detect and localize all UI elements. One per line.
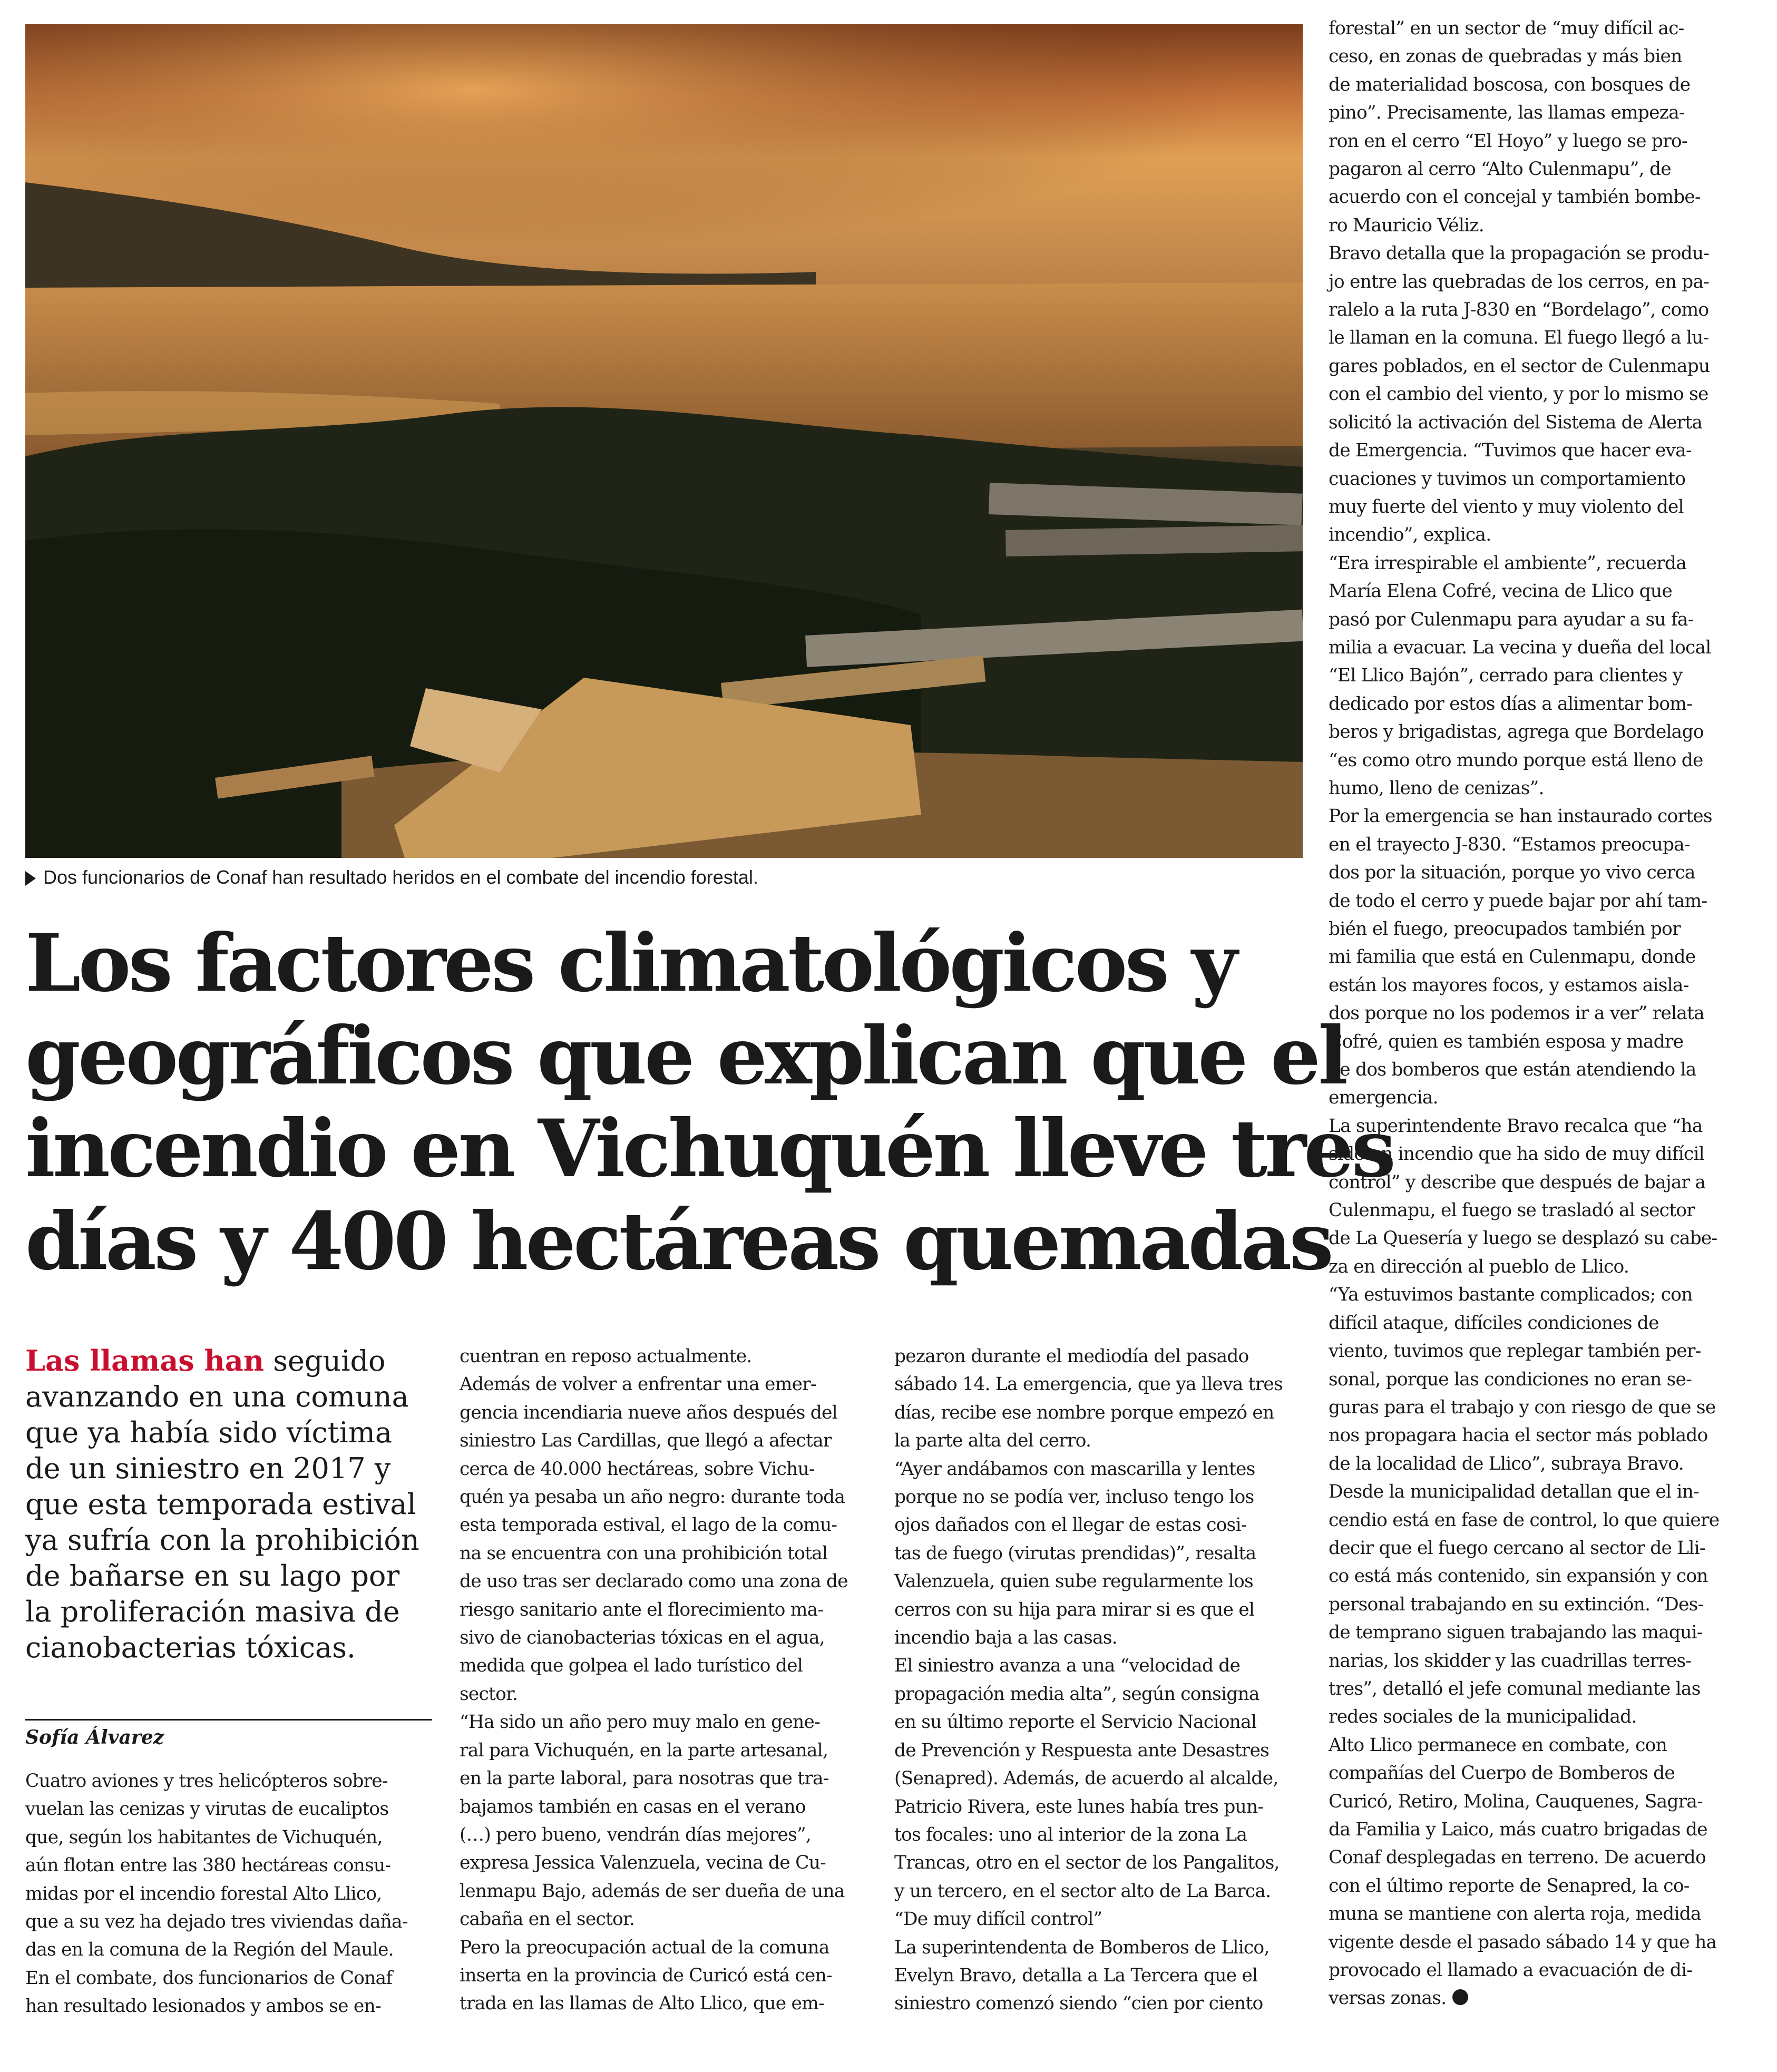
body-text-line: “Ya estuvimos bastante complicados; con [1329,1284,1693,1306]
body-text-line: bajamos también en casas en el verano [460,1796,806,1817]
body-text-line: tres”, detalló el jefe comunal mediante las [1329,1678,1701,1699]
body-text-line: beros y brigadistas, agrega que Bordelago [1329,721,1704,743]
body-text-line: (…) pero bueno, vendrán días mejores”, [460,1824,811,1845]
lead-line [25,1343,442,1379]
body-text-line: de materialidad boscosa, con bosques de [1329,74,1691,95]
body-text-line: Alto Llico permanece en combate, con [1329,1734,1667,1756]
body-text-line: con el último reporte de Senapred, la co- [1329,1875,1690,1897]
end-of-article-dot-icon [1452,1989,1468,2005]
body-text-line: siniestro Las Cardillas, que llegó a afectar [460,1430,832,1452]
body-text-line: que a su vez ha dejado tres viviendas daña- [25,1911,408,1933]
body-text-line: en el trayecto J-830. “Estamos preocupa- [1329,834,1690,855]
body-text-line: cabaña en el sector. [460,1909,635,1930]
body-text-line: provocado el llamado a evacuación de di- [1329,1960,1693,1981]
body-text-line: Valenzuela, quien sube regularmente los [894,1571,1253,1592]
body-text-line: de Emergencia. “Tuvimos que hacer eva- [1329,440,1692,462]
body-text-line: de dos bomberos que están atendiendo la [1329,1059,1696,1081]
body-text-line: personal trabajando en su extinción. “Des- [1329,1594,1704,1615]
body-text-line: forestal” en un sector de “muy difícil ac- [1329,18,1684,39]
body-text-line: en la parte laboral, para nosotras que tra- [460,1768,829,1790]
body-text-line: milia a evacuar. La vecina y dueña del local [1329,637,1711,658]
body-text-line: de todo el cerro y puede bajar por ahí tam- [1329,890,1707,912]
body-text-line: viento, tuvimos que replegar también per- [1329,1341,1701,1362]
body-text-line: das en la comuna de la Región del Maule. [25,1939,394,1961]
body-text-line: muna se mantiene con alerta roja, medida [1329,1903,1701,1925]
lead-first-line-rest: seguido [273,1344,386,1377]
body-text-line: gencia incendiaria nueve años después del [460,1402,837,1423]
article-photo [25,24,1303,858]
body-text-line: difícil ataque, difíciles condiciones de [1329,1312,1659,1334]
body-column-2 [460,1343,848,2018]
body-text-line: ceso, en zonas de quebradas y más bien [1329,46,1682,67]
body-text-line: esta temporada estival, el lago de la comu- [460,1514,837,1536]
body-text-line: narias, los skidder y las cuadrillas terres- [1329,1650,1692,1672]
body-text-line: están los mayores focos, y estamos aisla- [1329,974,1689,996]
body-text-line: con el cambio del viento, y por lo mismo se [1329,384,1708,405]
body-text-line: dedicado por estos días a alimentar bom- [1329,693,1693,715]
body-text-line: “El Llico Bajón”, cerrado para clientes y [1329,665,1683,687]
body-text-line: ralelo a la ruta J-830 en “Bordelago”, como [1329,299,1709,321]
body-column-1 [25,1767,408,2021]
body-text-line: midas por el incendio forestal Alto Llico, [25,1883,382,1904]
body-text-line: Cofré, quien es también esposa y madre [1329,1031,1684,1052]
lead-line: la proliferación masiva de [25,1595,400,1628]
lead-line: ya sufría con la prohibición [25,1523,419,1557]
body-text-line: nos propagara hacia el sector más poblado [1329,1425,1708,1447]
body-text-line: Conaf desplegadas en terreno. De acuerdo [1329,1847,1706,1869]
body-text-line: en su último reporte el Servicio Nacional [894,1712,1257,1733]
body-text-line: pezaron durante el mediodía del pasado [894,1346,1249,1367]
body-text-line: Bravo detalla que la propagación se produ- [1329,243,1710,265]
body-text-line: versas zonas. [1329,1985,1719,2012]
body-text-line: vigente desde el pasado sábado 14 y que ha [1329,1931,1717,1953]
body-text-line: “Ha sido un año pero muy malo en gene- [460,1712,820,1733]
body-text-line: redes sociales de la municipalidad. [1329,1706,1637,1728]
headline-line: incendio en Vichuquén lleve tres [25,1102,1393,1195]
body-text-line: inserta en la provincia de Curicó está cen- [460,1965,832,1986]
body-text-line: gares poblados, en el sector de Culenmapu [1329,355,1710,377]
body-text-line: cerros con su hija para mirar si es que el [894,1599,1255,1620]
body-text-line: de Prevención y Respuesta ante Desastres [894,1739,1269,1761]
body-text-line: “Ayer andábamos con mascarilla y lentes [894,1458,1255,1480]
body-text-line: za en dirección al pueblo de Llico. [1329,1256,1629,1277]
body-text-line: Pero la preocupación actual de la comuna [460,1937,829,1958]
body-text-line: sábado 14. La emergencia, que ya lleva tres [894,1374,1283,1395]
body-column-4 [1329,15,1719,2013]
body-text-line: (Senapred). Además, de acuerdo al alcalde, [894,1768,1278,1790]
body-text-line: cendio está en fase de control, lo que quiere [1329,1509,1720,1531]
photo-caption [25,864,1303,891]
body-text-line: Además de volver a enfrentar una emer- [460,1374,816,1395]
headline-line: días y 400 hectáreas quemadas [25,1195,1331,1288]
body-text-line: propagación media alta”, según consigna [894,1683,1259,1705]
body-text-line: expresa Jessica Valenzuela, vecina de Cu- [460,1852,826,1874]
lead-line: que esta temporada estival [25,1488,416,1521]
body-text-line: aún flotan entre las 380 hectáreas consu- [25,1855,391,1876]
body-text-line: “es como otro mundo porque está lleno de [1329,749,1703,771]
body-text-line: da Familia y Laico, más cuatro brigadas de [1329,1819,1707,1840]
body-text-line: la parte alta del cerro. [894,1430,1091,1452]
body-text-line: cuaciones y tuvimos un comportamiento [1329,468,1686,490]
body-text-line: “Era irrespirable el ambiente”, recuerda [1329,552,1686,574]
photo-caption-text: Dos funcionarios de Conaf han resultado heridos en el combate del incendio forestal. [43,866,758,888]
body-text-line: han resultado lesionados y ambos se en- [25,1996,381,2017]
article-lead [25,1343,442,1666]
body-text-line: Curicó, Retiro, Molina, Cauquenes, Sagra- [1329,1791,1703,1812]
body-text-line: y un tercero, en el sector alto de La Barca. [894,1880,1271,1902]
body-text-line: de la localidad de Llico”, subraya Bravo. [1329,1453,1684,1474]
body-text-line: lenmapu Bajo, además de ser dueña de una [460,1880,845,1902]
body-text-line: de temprano siguen trabajando las maqui- [1329,1622,1703,1644]
body-text-line: trada en las llamas de Alto Llico, que em- [460,1993,824,2015]
body-text-line: incendio baja a las casas. [894,1627,1117,1649]
fire-landscape-illustration [25,24,1303,858]
body-text-line: Desde la municipalidad detallan que el in- [1329,1481,1699,1503]
body-text-line: pino”. Precisamente, las llamas empeza- [1329,102,1685,124]
body-text-line: “De muy difícil control” [894,1909,1102,1930]
body-text-line: Evelyn Bravo, detalla a La Tercera que el [894,1965,1258,1986]
body-text-line: ojos dañados con el llegar de estas cosi- [894,1514,1247,1536]
headline-line: geográficos que explican que el [25,1010,1346,1102]
body-text-line: ro Mauricio Véliz. [1329,214,1484,236]
body-text-line: Trancas, otro en el sector de los Pangalitos, [894,1852,1280,1874]
body-text-line: bién el fuego, preocupados también por [1329,918,1681,940]
body-text-line: medida que golpea el lado turístico del [460,1655,803,1677]
body-column-3 [894,1343,1283,2018]
body-text-line: sido un incendio que ha sido de muy difícil [1329,1143,1704,1165]
body-text-line: le llaman en la comuna. El fuego llegó a lu- [1329,327,1709,349]
body-text-line: control” y describe que después de bajar a [1329,1171,1706,1193]
body-text-line: mi familia que está en Culenmapu, donde [1329,946,1696,968]
body-text-line: guras para el trabajo y con riesgo de que se [1329,1396,1716,1418]
body-text-line: quén ya pesaba un año negro: durante toda [460,1487,845,1508]
body-text-line: siniestro comenzó siendo “cien por ciento [894,1993,1263,2015]
body-text-line: Cuatro aviones y tres helicópteros sobre- [25,1771,388,1792]
body-text-line: pagaron al cerro “Alto Culenmapu”, de [1329,159,1671,180]
body-text-line: La superintendenta de Bomberos de Llico, [894,1937,1270,1958]
body-text-line: La superintendente Bravo recalca que “ha [1329,1115,1703,1137]
author-byline: Sofía Álvarez [25,1726,164,1748]
lead-line: de bañarse en su lago por [25,1559,400,1592]
caption-arrow-icon [25,871,36,886]
body-text-line: de La Quesería y luego se desplazó su cabe- [1329,1228,1717,1249]
headline-line: Los factores climatológicos y [25,917,1235,1010]
body-text-line: co está más contenido, sin expansión y con [1329,1566,1708,1587]
body-text-line: acuerdo con el concejal y también bombe- [1329,187,1701,208]
body-text-line: vuelan las cenizas y virutas de eucaliptos [25,1799,389,1820]
body-text-line: porque no se podía ver, incluso tengo los [894,1487,1254,1508]
body-text-line: ron en el cerro “El Hoyo” y luego se pro- [1329,130,1687,152]
body-text-line: Culenmapu, el fuego se trasladó al sector [1329,1200,1695,1221]
body-text-line: riesgo sanitario ante el florecimiento ma- [460,1599,824,1620]
body-text-line: dos por la situación, porque yo vivo cerca [1329,862,1695,884]
body-text-line: humo, lleno de cenizas”. [1329,777,1544,799]
body-text-line: decir que el fuego cercano al sector de Lli- [1329,1537,1705,1559]
body-text-line: dos porque no los podemos ir a ver” relata [1329,1003,1704,1024]
body-text-line: María Elena Cofré, vecina de Llico que [1329,581,1672,602]
body-text-line: compañías del Cuerpo de Bomberos de [1329,1763,1675,1784]
body-text-line: En el combate, dos funcionarios de Conaf [25,1967,393,1989]
body-text-line: tos focales: uno al interior de la zona La [894,1824,1247,1845]
body-text-line: incendio”, explica. [1329,524,1491,546]
body-text-line: Patricio Rivera, este lunes había tres pun- [894,1796,1264,1817]
body-text-line: jo entre las quebradas de los cerros, en pa- [1329,271,1710,292]
body-text-line: que, según los habitantes de Vichuquén, [25,1826,383,1848]
body-text-line: sonal, porque las condiciones no eran se- [1329,1369,1692,1390]
body-text-line: El siniestro avanza a una “velocidad de [894,1655,1241,1677]
body-text-line: cerca de 40.000 hectáreas, sobre Vichu- [460,1458,815,1480]
lead-highlight: Las llamas han [25,1344,265,1377]
body-text-line: muy fuerte del viento y muy violento del [1329,496,1684,517]
body-text-line: sector. [460,1683,518,1705]
body-text-line: emergencia. [1329,1087,1438,1109]
body-text-line: na se encuentra con una prohibición total [460,1542,828,1564]
body-text-line: cuentran en reposo actualmente. [460,1346,752,1367]
body-text-line: tas de fuego (virutas prendidas)”, resalta [894,1542,1256,1564]
lead-line: avanzando en una comuna [25,1380,409,1413]
lead-line: que ya había sido víctima [25,1416,393,1449]
body-text-line: Por la emergencia se han instaurado cortes [1329,806,1712,827]
lead-line: cianobacterias tóxicas. [25,1631,356,1664]
byline-divider [25,1719,432,1721]
body-text-line: pasó por Culenmapu para ayudar a su fa- [1329,609,1694,630]
body-text-line: días, recibe ese nombre porque empezó en [894,1402,1274,1423]
lead-line: de un siniestro en 2017 y [25,1452,391,1485]
body-text-line: ral para Vichuquén, en la parte artesanal, [460,1739,828,1761]
body-text-line: de uso tras ser declarado como una zona de [460,1571,848,1592]
body-text-line: solicitó la activación del Sistema de Alerta [1329,412,1703,433]
body-text-line: sivo de cianobacterias tóxicas en el agua, [460,1627,825,1649]
